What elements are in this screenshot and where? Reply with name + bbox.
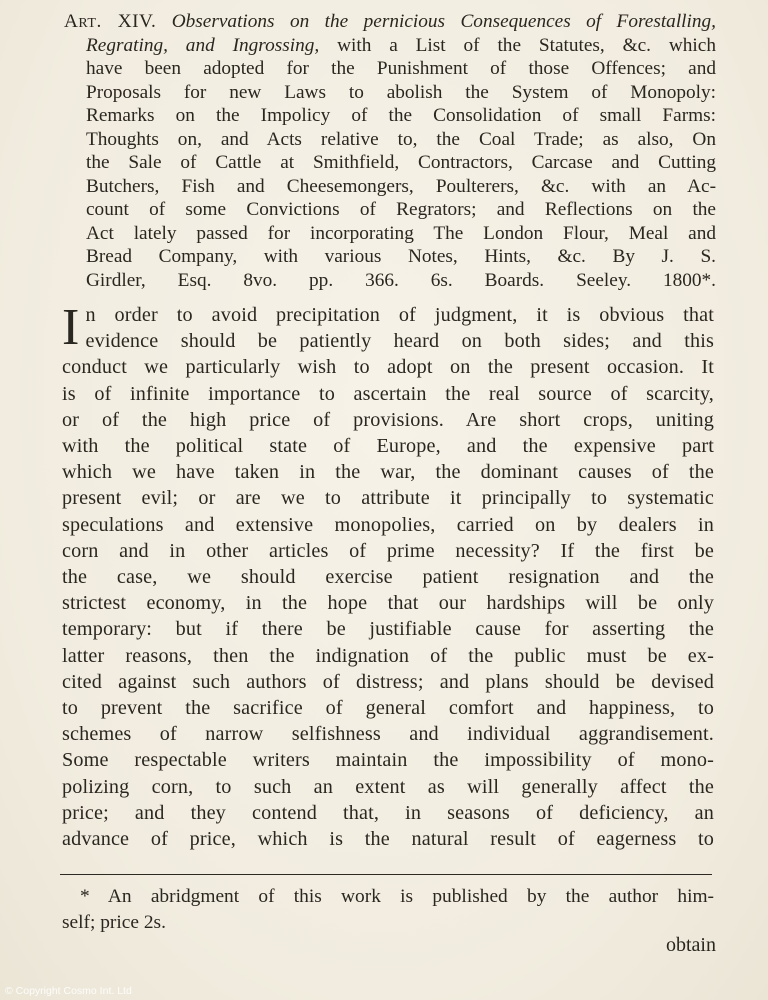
footnote-line: self; price 2s. — [62, 912, 166, 933]
body-line: the case, we should exercise patient resignation and the — [62, 566, 714, 589]
header-line: the Sale of Cattle at Smithfield, Contractors, Carcase and Cutting — [86, 152, 716, 173]
body-line: price; and they contend that, in seasons of deficiency, an — [62, 801, 714, 824]
article-header — [64, 10, 716, 292]
body-line: advance of price, which is the natural result of eagerness to — [62, 828, 714, 851]
body-line: n order to avoid precipitation of judgment, it is obvious that — [85, 304, 714, 326]
body-line: speculations and extensive monopolies, carried on by dealers in — [62, 513, 714, 536]
header-line: Bread Company, with various Notes, Hints, &c. By J. S. — [86, 246, 716, 267]
body-line: conduct we particularly wish to adopt on the present occasion. It — [62, 356, 714, 379]
body-line: which we have taken in the war, the dominant causes of the — [62, 461, 714, 484]
body-line: temporary: but if there be justifiable cause for asserting the — [62, 618, 714, 641]
body-line: corn and in other articles of prime necessity? If the first be — [62, 539, 714, 562]
header-line: Proposals for new Laws to abolish the System of Monopoly: — [86, 81, 716, 103]
header-line: Act lately passed for incorporating The London Flour, Meal and — [86, 222, 716, 244]
body-line: to prevent the sacrifice of general comfort and happiness, to — [62, 697, 714, 720]
article-number: Art. XIV. — [64, 11, 157, 32]
header-line: Butchers, Fish and Cheesemongers, Poulterers, &c. with an Ac- — [86, 175, 716, 197]
body-line: evidence should be patiently heard on both sides; and this — [85, 330, 714, 353]
header-line: Thoughts on, and Acts relative to, the Coal Trade; as also, On — [86, 128, 716, 150]
body-line: schemes of narrow selfishness and individual aggrandisement. — [62, 723, 714, 746]
header-line: have been adopted for the Punishment of those Offences; and — [86, 58, 716, 79]
body-line: present evil; or are we to attribute it principally to systematic — [62, 487, 714, 510]
body-line: or of the high price of provisions. Are short crops, uniting — [62, 408, 714, 431]
footnote — [62, 884, 714, 936]
footnote-line: * An abridgment of this work is published by the author him- — [80, 886, 714, 907]
header-line — [64, 10, 716, 34]
header-line: Remarks on the Impolicy of the Consolidation of small Farms: — [86, 105, 716, 126]
body-line: is of infinite importance to ascertain the real source of scarcity, — [62, 382, 714, 405]
body-line: polizing corn, to such an extent as will generally affect the — [62, 775, 714, 798]
header-line: Regrating, and Ingrossing, with a List of the Statutes, &c. which — [86, 34, 716, 56]
drop-cap: I — [62, 299, 80, 356]
body-line: with the political state of Europe, and the expensive part — [62, 435, 714, 458]
article-body — [62, 299, 714, 852]
footnote-rule — [60, 874, 712, 875]
body-line: Some respectable writers maintain the impossibility of mono- — [62, 749, 714, 772]
body-line: cited against such authors of distress; and plans should be devised — [62, 670, 714, 693]
header-line: count of some Convictions of Regrators; and Reflections on the — [86, 199, 716, 220]
catchword: obtain — [666, 934, 716, 956]
copyright-watermark: © Copyright Cosmo Int. Ltd — [5, 985, 132, 997]
article-title: Observations on the pernicious Consequences of Forestalling, — [171, 11, 716, 32]
body-line: strictest economy, in the hope that our hardships will be only — [62, 592, 714, 615]
body-line: latter reasons, then the indignation of the public must be ex- — [62, 644, 714, 667]
header-line: Girdler, Esq. 8vo. pp. 366. 6s. Boards. Seeley. 1800*. — [86, 269, 716, 291]
